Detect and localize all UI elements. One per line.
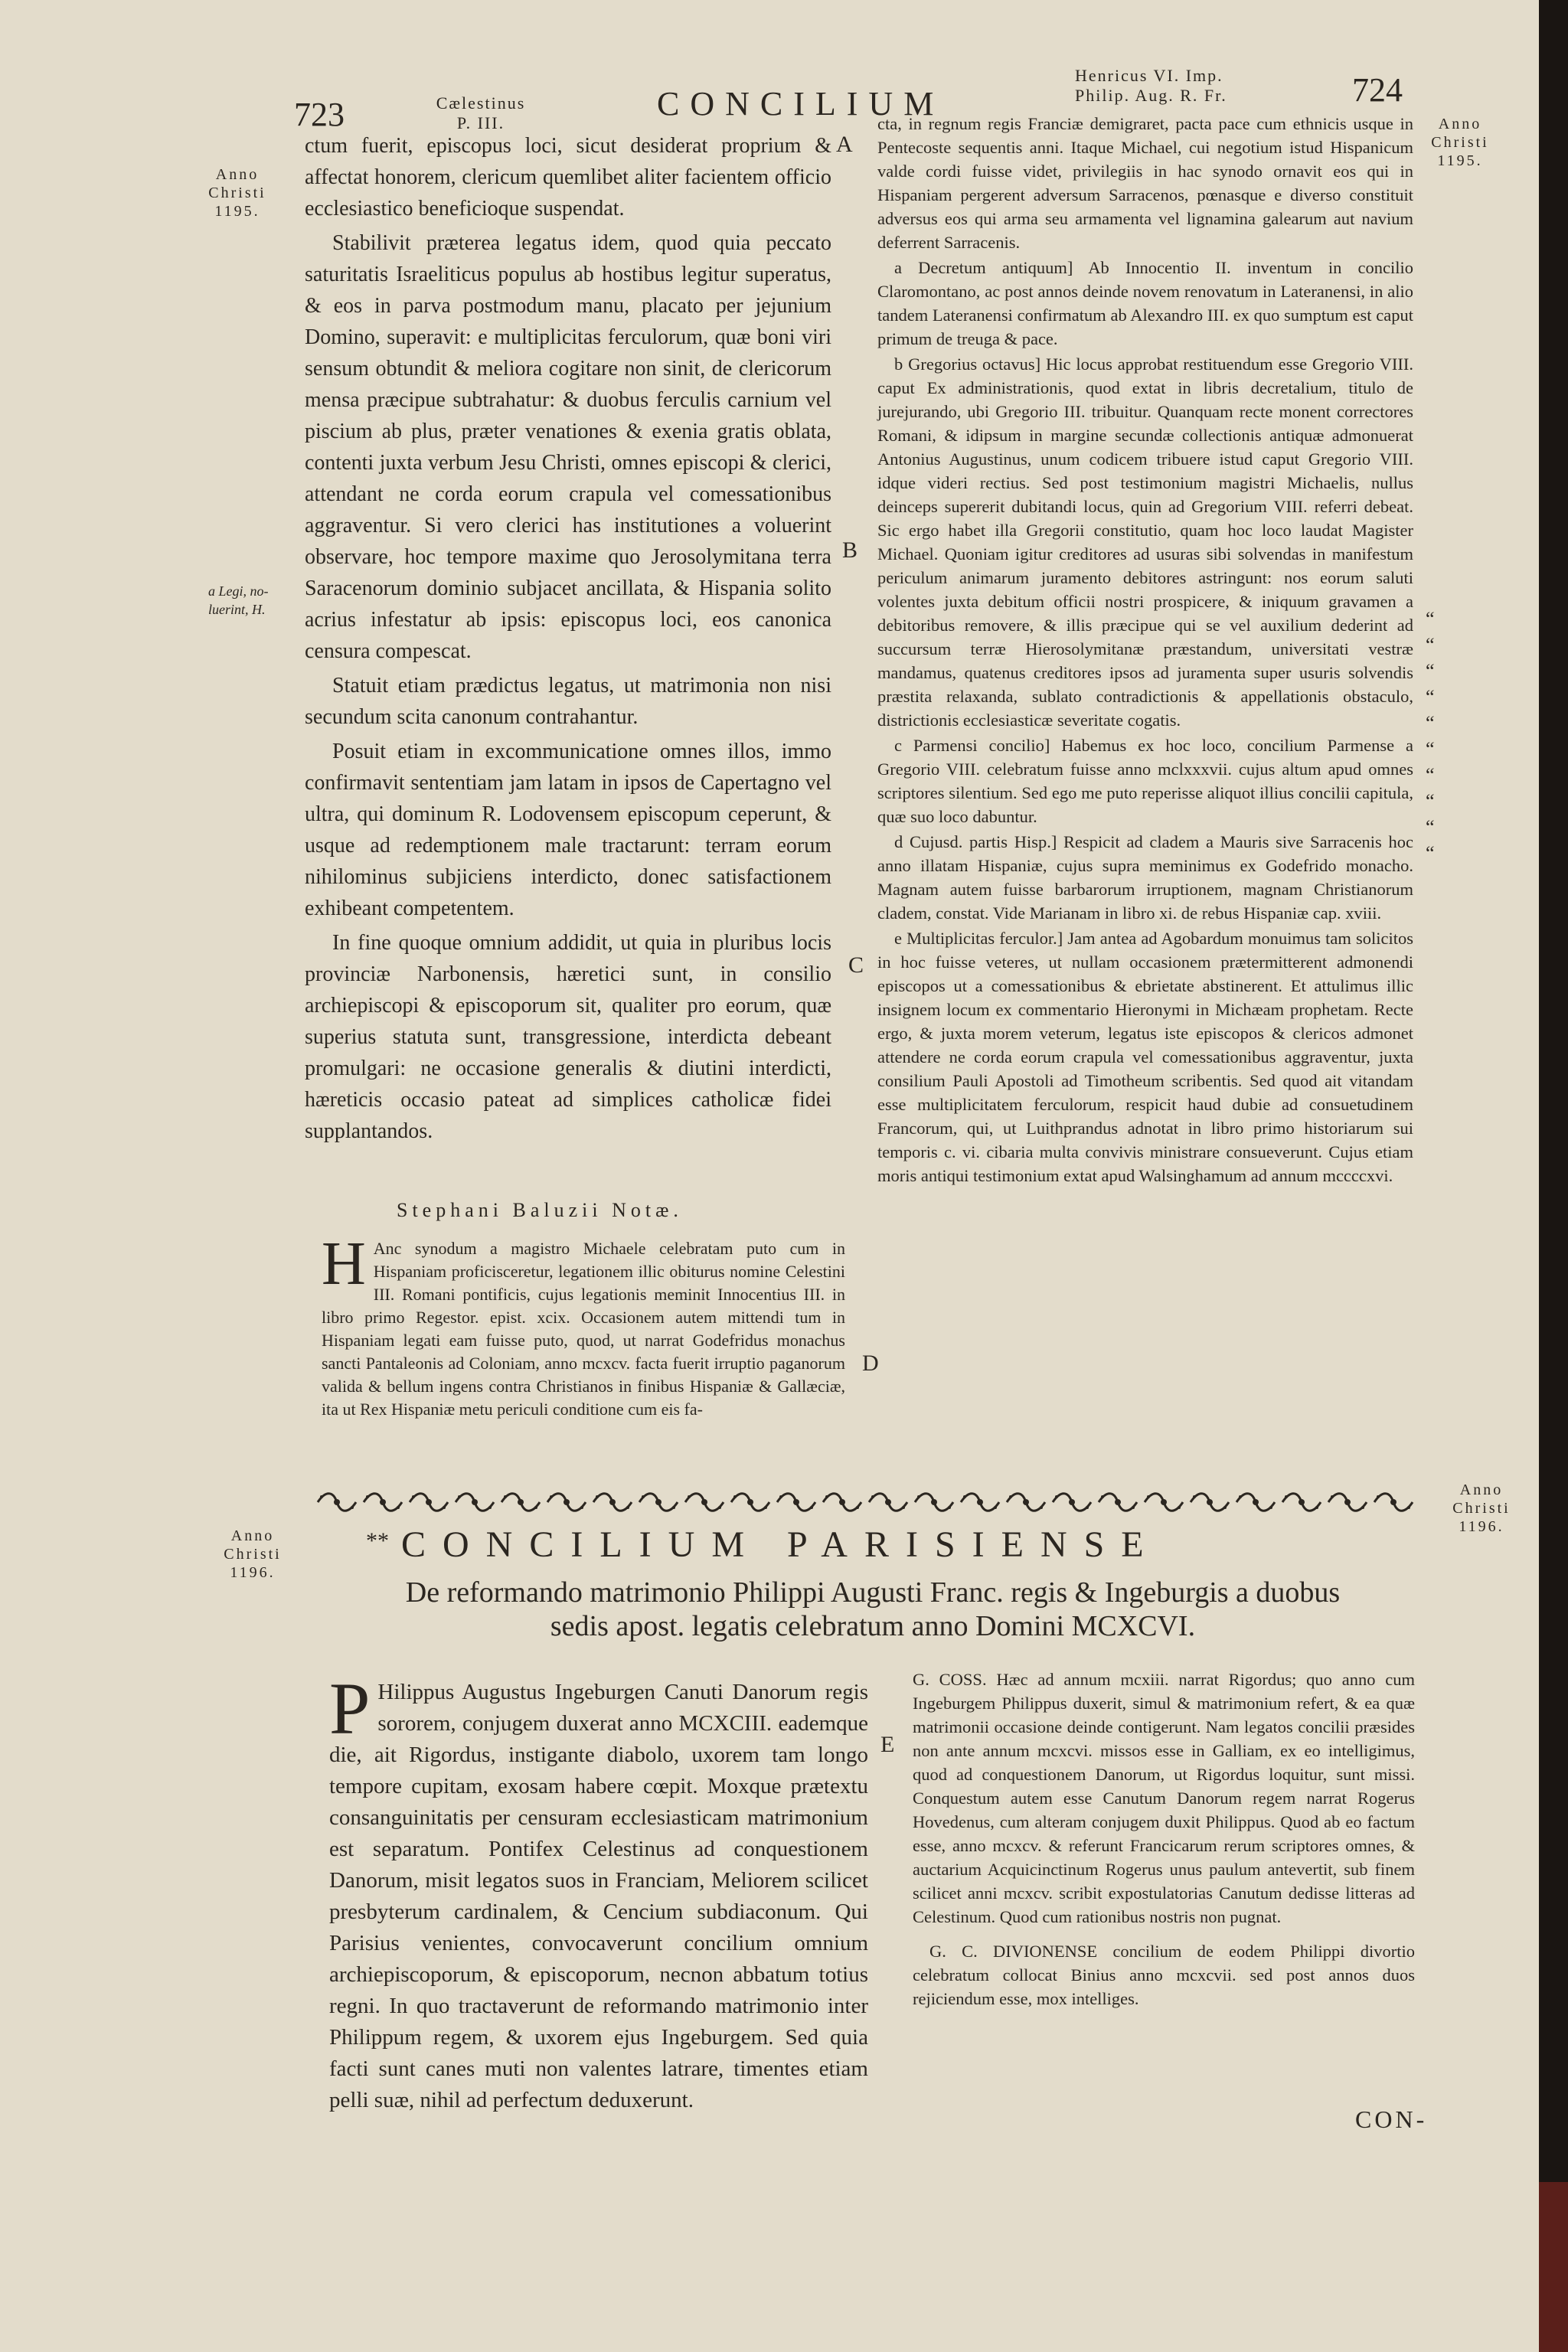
margin-anno-left-top: Anno Christi 1195. xyxy=(208,166,266,220)
paragraph: ctum fuerit, episcopus loci, sicut desiderat proprium & affectat honorem, clericum quemlibet aliter facientem officio ecclesiastico beneficioque suspendat. xyxy=(305,134,831,220)
note-paragraph: c Parmensi concilio] Habemus ex hoc loco, concilium Parmense a Gregorio VIII. celebratum fuisse anno mclxxxvii. cujus altum apud omnes scriptores silentium. Sed ego me puto reperisse aliquot illius concilii capitula, quæ suo loco dabuntur. xyxy=(877,736,1413,826)
drop-cap: H xyxy=(322,1230,366,1298)
running-title: CONCILIUM xyxy=(657,85,945,122)
ornamental-band xyxy=(314,1489,1416,1515)
section-drop-cap: P xyxy=(329,1668,371,1749)
margin-anno-left-bottom: Anno Christi 1196. xyxy=(224,1527,282,1581)
section-note: G. COSS. Hæc ad annum mcxiii. narrat Rigordus; quo anno cum Ingeburgem Philippus duxerit, simul & matrimonium refert, & ea quæ matrimonii occasione deinde contigerunt. Nam legatos concilii præsides non ante annum mcxcvi. missos esse in Galliam, ex eo intelligimus, quod ad conquestionem Danorum, ut Rigordus loquitur, sunt missi. Conquestum autem esse Canutum Danorum regem narrat Rogerus Hovedenus, cum alteram conjugem duxit Philippus. Quod ab eo factum esse, anno mcxcv. & referunt Francicarum rerum scriptores omnes, & auctarium Acquicinctinum Rogerus unus paulum antevertit, sub finem scilicet anni mcxcv. scribit expostulatorias Canutum dedisse litteras ad Celestinum. Quod cum rationibus nostris non pugnat. xyxy=(913,1670,1415,1926)
margin-letter-b: B xyxy=(842,537,858,563)
section-note: G. C. DIVIONENSE concilium de eodem Philippi divortio celebratum collocat Binius anno mcxcvii. sed post annos duos rejiciendum esse, mox intelliges. xyxy=(913,1942,1415,2008)
left-running-head: Cælestinus P. III. xyxy=(436,93,526,132)
paragraph: Stabilivit præterea legatus idem, quod quia peccato saturitatis Israeliticus populus ab hostibus legitur superatus, & eos in parva postmodum manu, placato per jejunium Domino, superavit: e multiplicitas ferculorum, quæ boni viri sensum obtundit & meliora cogitare non sinit, de clericorum mensa præcipue subtrahatur: & duobus ferculis carnium vel piscium ab plus, præter venationes & exenia gratis oblata, contenti juxta verbum Jesu Christi, omnes episcopi & clerici, attendant ne corda eorum crapula vel comessationibus aggraventur. Si vero clerici has institutiones a voluerint observare, hoc tempore maxime quo Jerosolymitana terra Saracenorum dominio subjacet ancillata, & Hispania solito acrius infestatur ab ipsis: episcopus loci, eos canonica censura compescat. xyxy=(305,231,831,663)
note-text: Anc synodum a magistro Michaele celebratam puto cum in Hispaniam proficisceretur, legationem illic obiturus nomine Celestini III. Romani pontificis, cujus legationis meminit Innocentius III. in libro primo Regestor. epist. xcix. Occasionem autem mittendi tum in Hispaniam legati eam fuisse puto, quod, ut narrat Godefridus monachus sancti Pantaleonis ad Coloniam, anno mcxcv. facta fuerit irruptio paganorum valida & bellum ingens contra Christianos in finibus Hispaniæ & Gallæciæ, ita ut Rex Hispaniæ metu periculi conditione cum eis fa- xyxy=(322,1239,845,1419)
paragraph: Statuit etiam prædictus legatus, ut matrimonia non nisi secundum scita canonum contrahantur. xyxy=(305,674,831,729)
section-right-notes xyxy=(913,1668,1415,2012)
left-text-column xyxy=(305,130,831,1150)
catchword: CON- xyxy=(1355,2105,1428,2133)
right-page-number: 724 xyxy=(1352,71,1403,109)
notes-heading: Stephani Baluzii Notæ. xyxy=(397,1199,683,1221)
margin-anno-right-top: Anno Christi 1195. xyxy=(1431,116,1489,169)
section-title: CONCILIUM PARISIENSE xyxy=(401,1524,1161,1565)
margin-variant-note: a Legi, no- luerint, H. xyxy=(208,583,269,617)
right-running-head: Henricus VI. Imp. Philip. Aug. R. Fr. xyxy=(1075,66,1227,105)
margin-letter-c: C xyxy=(848,952,864,978)
margin-anno-right-bottom: Anno Christi 1196. xyxy=(1452,1481,1511,1535)
left-page-number: 723 xyxy=(294,96,345,133)
book-edge xyxy=(1539,0,1568,2352)
right-notes-column xyxy=(877,112,1413,1189)
note-paragraph: e Multiplicitas ferculor.] Jam antea ad Agobardum monuimus tam solicitos in hoc fuisse veteres, ut nullam occasionem prætermitterent admonendi episcopos ut a comessationibus & ebrietate abstinerent. Et attulimus illic insignem locum ex commentario Hieronymi in Michæam prophetam. Recte ergo, & juxta morem veterum, legatus iste episcopos & clericos admonet attendere ne corda eorum crapula vel comessationibus aggraventur, juxta consilium Pauli Apostoli ad Timotheum scribentis. Sed quod ait vitandam esse multiplicitatem ferculorum, respicit haud dubie ad consuetudinem Francorum, qui, ut Luithprandus adnotat in libro primo historiarum sui temporis c. vi. cibaria multa convivis ministrare consueverunt. Cujus etiam moris antiqui testimonium extat apud Walsinghamum ad annum mccccxvi. xyxy=(877,929,1413,1185)
margin-letter-a: A xyxy=(836,132,853,157)
section-left-column xyxy=(329,1668,868,2116)
section-left-text: Hilippus Augustus Ingeburgen Canuti Danorum regis sororem, conjugem duxerat anno MCXCIII. eademque die, ait Rigordus, instigante diabolo, uxorem tam longo tempore cupitam, exosam habere cœpit. Moxque prætextu consanguinitatis per censuram ecclesiasticam matrimonium est separatum. Pontifex Celestinus ad conquestionem Danorum, misit legatos suos in Franciam, Meliorem scilicet presbyterum cardinalem, & Cencium subdiaconum. Qui Parisius venientes, convocaverunt concilium omnium archiepiscoporum, & episcoporum, necnon abbatum totius regni. In quo tractaverunt de reformando matrimonio inter Philippum regem, & uxorem ejus Ingeburgem. Sed quia facti sunt canes muti non valentes latrare, timentes etiam pelli suæ, nihil ad perfectum deduxerunt. xyxy=(329,1680,868,2112)
paragraph: In fine quoque omnium addidit, ut quia in pluribus locis provinciæ Narbonensis, hæretici sunt, in consilio archiepiscopi & episcoporum sit, qualiter pro eorum, quæ superius statuta sunt, transgressione, interdicta debeant promulgari: ne occasione generalis & diutini interdicti, hæreticis occasio pateat ad simplices catholicæ fidei supplantandos. xyxy=(305,931,831,1143)
note-paragraph: cta, in regnum regis Franciæ demigraret, pacta pace cum ethnicis usque in Pentecoste sequentis anni. Itaque Michael, cui negotium istud Hispanicum valde cordi fuisse videt, privilegiis in hac synodo ornavit eos qui in Hispaniam pergerent adversum Sarracenos, pœnasque e diverso constituit adversus eos qui arma seu armamenta vel lignamina galearum aut navium deferrent Sarracenis. xyxy=(877,114,1413,252)
margin-letter-d: D xyxy=(862,1351,879,1376)
book-spine xyxy=(1539,2182,1568,2352)
section-marker: ** xyxy=(366,1528,389,1553)
margin-letter-e: E xyxy=(880,1732,895,1757)
paragraph: Posuit etiam in excommunicatione omnes illos, immo confirmavit sententiam jam latam in ipsos de Capertagno vel ultra, qui dominum R. Lodovensem episcopum ceperunt, & usque ad redemptionem male tractarunt: terram eorum nihilominus subjiciens interdicto, donec satisfactionem exhibeant competentem. xyxy=(305,740,831,920)
notes-left xyxy=(322,1230,845,1421)
quote-marks-column: “ “ “ “ “ “ “ “ “ “ xyxy=(1426,608,1435,864)
note-paragraph: b Gregorius octavus] Hic locus approbat restituendum esse Gregorio VIII. caput Ex administrationis, quod extat in libris decretalium, titulo de jurejurando, ubi Gregorio III. tribuitur. Quanquam recte monent correctores Romani, & idipsum in margine secundæ collectionis antiquæ admonuerat Antonius Augustinus, unum codicem tribuere istud caput Gregorio VIII. idque videri rectius. Sed post testimonium magistri Michaelis, nullus deinceps supererit dubitandi locus, quin ad Gregorium VIII. referri debeat. Sic ergo habet illa Gregorii constitutio, quam hoc loco laudat Magister Michael. Quoniam igitur creditores ad usuras sibi solvendas in manifestum periculum animarum juramento debitores astringunt: nos eorum saluti volentes juxta debitum officii nostri prospicere, & iniquum gravamen a debitoribus removere, & illis præcipue qui se vel auxilium dederint ad succursum terræ Hierosolymitanæ præstandum, universitati vestræ mandamus, quatenus creditores ipsos ad juramenta super usuris solvendis præstita relaxanda, sublato contradictionis & appellationis obstaculo, districtionis ecclesiasticæ severitate cogatis. xyxy=(877,354,1413,730)
note-paragraph: a Decretum antiquum] Ab Innocentio II. inventum in concilio Claromontano, ac post annos deinde novem renovatum in Lateranensi, in alio tandem Lateranensi confirmatum ab Alexandro III. ex quo sumptum est caput primum de treuga & pace. xyxy=(877,258,1413,348)
section-subtitle: De reformando matrimonio Philippi Augusti Franc. regis & Ingeburgis a duobus sedis apost. legatis celebratum anno Domini MCXCVI. xyxy=(405,1576,1341,1642)
note-paragraph: d Cujusd. partis Hisp.] Respicit ad cladem a Mauris sive Sarracenis hoc anno illatam Hispaniæ, cujus supra meminimus ex Godefrido monacho. Magnam autem fuisse barbarorum irruptionem, magnam Christianorum cladem, constat. Vide Marianam in libro xi. de rebus Hispaniæ cap. xviii. xyxy=(877,832,1413,923)
